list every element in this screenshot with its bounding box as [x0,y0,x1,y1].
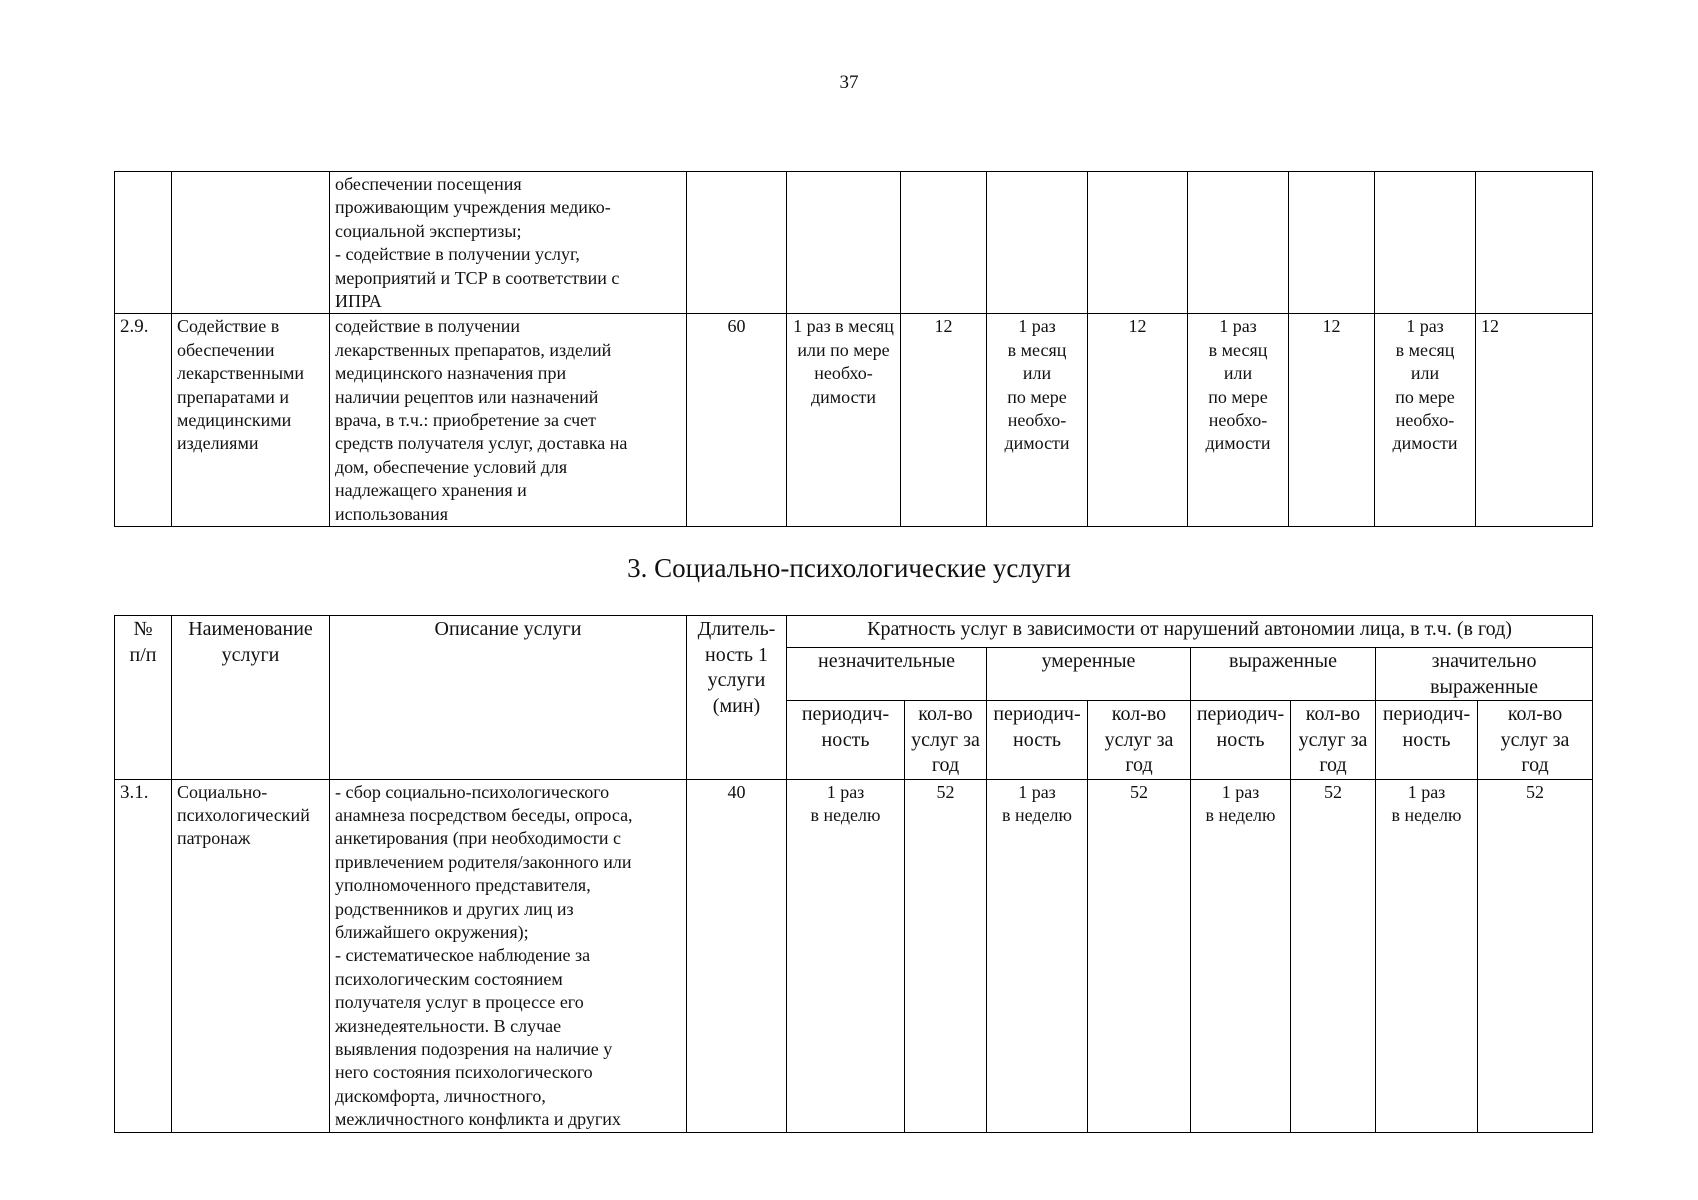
header-period: периодич- ность [1191,701,1291,780]
duration: 40 [687,779,787,1132]
duration: 60 [687,314,787,527]
table-row [115,314,1593,527]
header-group-pronounced: выраженные [1191,648,1376,701]
count-moderate: 52 [1088,779,1191,1132]
service-description: - сбор социально-психологического анамнеза посредством беседы, опроса, анкетирования (при необходимости с привлечением родителя/законного или уполномоченного представителя, родственников и других лиц из ближайшего окружения); - систематическое наблюдение за психологическим состоянием получателя услуг в процессе его жизнедеятельности. В случае выявления подозрения на наличие у него состояния психологического дискомфорта, личностного, межличностного конфликта и других [330,779,687,1132]
section-title: 3. Социально-психологические услуги [627,553,1071,583]
period-pronounced: 1 раз в неделю [1191,779,1291,1132]
header-period: периодич- ность [987,701,1088,780]
count-pronounced: 12 [1289,314,1375,527]
service-description: обеспечении посещения проживающим учреждения медико- социальной экспертизы; - содействие в получении услуг, мероприятий и ТСР в соответствии с ИПРА [330,172,687,314]
header-duration: Длитель- ность 1 услуги (мин) [687,616,787,780]
header-name: Наименование услуги [172,616,330,780]
count-cell [901,172,987,314]
services-table [114,615,1593,1133]
period-pronounced: 1 раз в месяц или по мере необхо- димости [1188,314,1289,527]
period-slight: 1 раз в неделю [787,779,905,1132]
period-cell [1375,172,1476,314]
count-slight: 52 [905,779,987,1132]
header-count: кол-во услуг за год [905,701,987,780]
header-row [115,616,1593,648]
header-group-significant: значительно выраженные [1376,648,1593,701]
count-significant: 12 [1476,314,1593,527]
service-name: Содействие в обеспечении лекарственными препаратами и медицинскими изделиями [172,314,330,527]
count-cell [1289,172,1375,314]
period-significant: 1 раз в неделю [1376,779,1478,1132]
service-name-cell [172,172,330,314]
count-cell [1476,172,1593,314]
table-row [115,172,1593,314]
count-cell [1088,172,1188,314]
period-cell [1188,172,1289,314]
row-number: 2.9. [115,314,172,527]
header-frequency: Кратность услуг в зависимости от нарушений автономии лица, в т.ч. (в год) [787,616,1593,648]
row-num-cell [115,172,172,314]
count-moderate: 12 [1088,314,1188,527]
header-num: № п/п [115,616,172,780]
period-cell [987,172,1088,314]
header-count: кол-во услуг за год [1291,701,1376,780]
header-period: периодич- ность [787,701,905,780]
period-moderate: 1 раз в неделю [987,779,1088,1132]
table-row [115,779,1593,1132]
header-period: периодич- ность [1376,701,1478,780]
header-group-slight: незначительные [787,648,987,701]
header-count: кол-во услуг за год [1478,701,1593,780]
period-moderate: 1 раз в месяц или по мере необхо- димости [987,314,1088,527]
service-name: Социально- психологический патронаж [172,779,330,1132]
header-description: Описание услуги [330,616,687,780]
count-significant: 52 [1478,779,1593,1132]
page-number: 37 [839,72,859,93]
row-number: 3.1. [115,779,172,1132]
services-table-continued [114,171,1593,527]
header-count: кол-во услуг за год [1088,701,1191,780]
header-group-moderate: умеренные [987,648,1191,701]
period-slight: 1 раз в месяц или по мере необхо- димости [787,314,901,527]
period-significant: 1 раз в месяц или по мере необхо- димости [1375,314,1476,527]
count-slight: 12 [901,314,987,527]
period-cell [787,172,901,314]
service-description: содействие в получении лекарственных препаратов, изделий медицинского назначения при наличии рецептов или назначений врача, в т.ч.: приобретение за счет средств получателя услуг, доставка на дом, обеспечение условий для надлежащего хранения и использования [330,314,687,527]
duration-cell [687,172,787,314]
count-pronounced: 52 [1291,779,1376,1132]
